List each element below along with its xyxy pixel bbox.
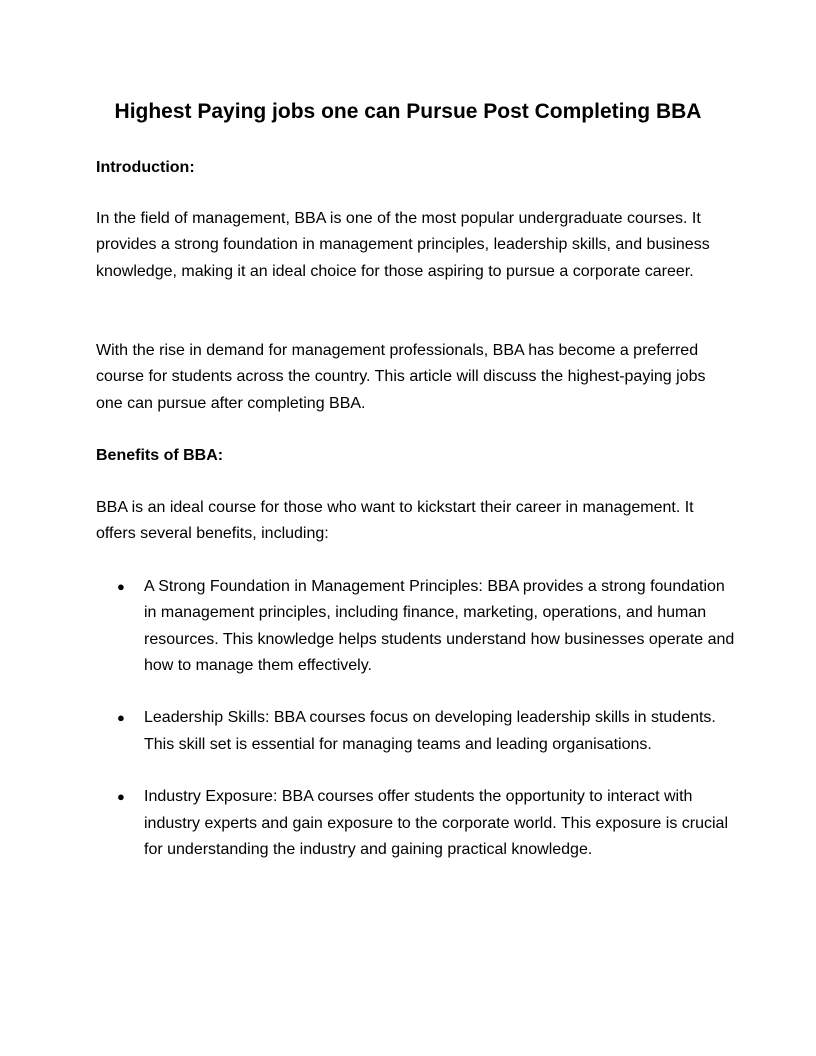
benefits-heading: Benefits of BBA: [96,447,224,464]
bullet-icon: ● [117,789,125,805]
list-item [96,705,736,758]
introduction-heading: Introduction: [96,159,195,176]
list-item [96,574,736,679]
benefits-intro-paragraph: BBA is an ideal course for those who want to kickstart their career in management. It offers several benefits, including: [96,499,694,543]
benefit-text: A Strong Foundation in Management Principles: BBA provides a strong foundation in management principles, including finance, marketing, operations, and human resources. This knowledge helps students understand how businesses operate and how to manage them effectively. [144,578,735,674]
intro-paragraph-2: With the rise in demand for management professionals, BBA has become a preferred course for students across the country. This article will discuss the highest-paying jobs one can pursue after completing BBA. [96,342,706,412]
bullet-icon: ● [117,579,125,594]
benefit-text: Leadership Skills: BBA courses focus on developing leadership skills in students. This skill set is essential for managing teams and leading organisations. [144,709,716,753]
benefits-list [96,574,736,890]
bullet-icon: ● [117,710,125,726]
benefit-text: Industry Exposure: BBA courses offer students the opportunity to interact with industry experts and gain exposure to the corporate world. This exposure is crucial for understanding the industry and gaining practical knowledge. [144,788,729,858]
list-item [96,784,736,863]
document-title: Highest Paying jobs one can Pursue Post Completing BBA [114,100,702,123]
intro-paragraph-1: In the field of management, BBA is one of the most popular undergraduate courses. It provides a strong foundation in management principles, leadership skills, and business knowledge, making it an ideal choice for those aspiring to pursue a corporate career. [96,210,710,280]
